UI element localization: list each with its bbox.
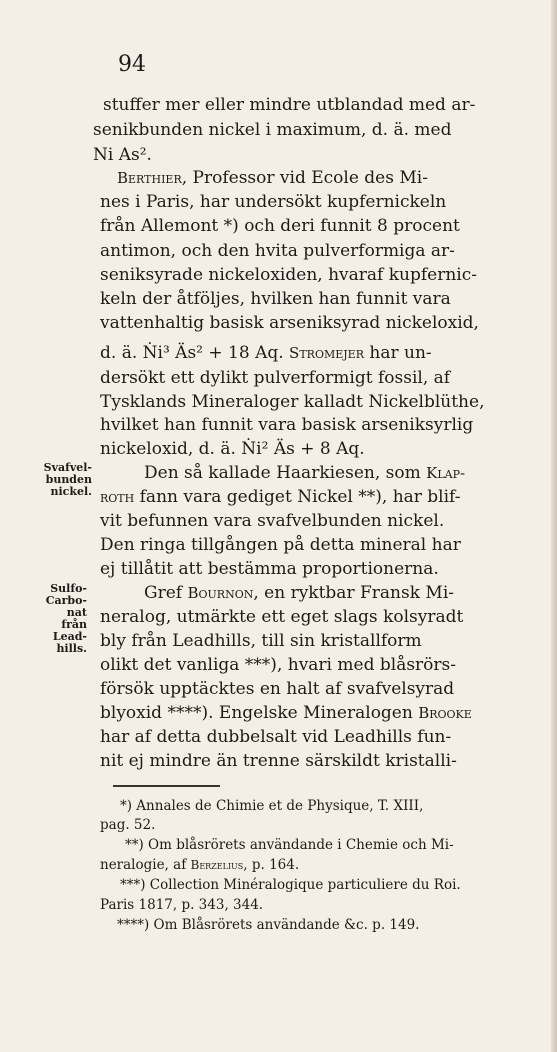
body-line: Den ringa tillgången på detta mineral har	[100, 535, 461, 555]
body-line: dersökt ett dylikt pulverformigt fossil, af	[100, 368, 451, 388]
page-edge	[551, 0, 557, 1052]
author-name: Stromejer	[289, 344, 364, 362]
author-name: Klap-	[426, 464, 466, 482]
body-line: stuffer mer eller mindre utblandad med ar-	[103, 95, 476, 115]
body-line: nit ej mindre än trenne särskildt kristalli-	[100, 751, 457, 771]
footnote-line: neralogie, af Berzelius, p. 164.	[100, 857, 300, 873]
footnote-line: ****) Om Blåsrörets användande &c. p. 149.	[117, 917, 420, 933]
body-line: antimon, och den hvita pulverformiga ar-	[100, 241, 455, 261]
body-line: ej tillåtit att bestämma proportionerna.	[100, 559, 439, 579]
footnote-line: **) Om blåsrörets användande i Chemie och Mi-	[125, 837, 454, 853]
author-name: Berthier	[117, 169, 182, 187]
body-line: försök upptäcktes en halt af svafvelsyrad	[100, 679, 455, 699]
author-name: Brooke	[418, 704, 472, 722]
page-number: 94	[118, 52, 146, 77]
body-line: Berthier, Professor vid Ecole des Mi-	[117, 168, 428, 188]
body-line: Ni As².	[93, 145, 152, 165]
margin-note: Sulfo- Carbo- nat från Lead- hills.	[45, 582, 87, 655]
body-line: nickeloxid, d. ä. Ṅi² Äs + 8 Aq.	[100, 439, 365, 459]
body-line: hvilket han funnit vara basisk arseniksyrlig	[100, 415, 474, 435]
body-line: nes i Paris, har undersökt kupfernickeln	[100, 192, 447, 212]
body-line: bly från Leadhills, till sin kristallform	[100, 631, 422, 651]
body-line: senikbunden nickel i maximum, d. ä. med	[93, 120, 452, 140]
body-line: olikt det vanliga ***), hvari med blåsrörs-	[100, 655, 457, 675]
body-line: seniksyrade nickeloxiden, hvaraf kupfernic-	[100, 265, 477, 285]
footnote-line: pag. 52.	[100, 817, 156, 833]
author-name: Bournon	[187, 584, 254, 602]
author-name: Berzelius	[190, 858, 244, 872]
footnote-line: Paris 1817, p. 343, 344.	[100, 897, 264, 913]
body-line: neralog, utmärkte ett eget slags kolsyradt	[100, 607, 464, 627]
author-name: roth	[100, 488, 135, 506]
body-line: vattenhaltig basisk arseniksyrad nickeloxid,	[100, 313, 479, 333]
body-line: Gref Bournon, en ryktbar Fransk Mi-	[144, 583, 454, 603]
footnote-line: *) Annales de Chimie et de Physique, T. XIII,	[120, 798, 424, 814]
body-line: keln der åtföljes, hvilken han funnit vara	[100, 289, 451, 309]
body-line: Den så kallade Haarkiesen, som Klap-	[144, 463, 466, 483]
body-line: från Allemont *) och deri funnit 8 procent	[100, 216, 460, 236]
body-line: blyoxid ****). Engelske Mineralogen Brooke	[100, 703, 472, 723]
body-line: vit befunnen vara svafvelbunden nickel.	[100, 511, 445, 531]
body-line: Tysklands Mineraloger kalladt Nickelblüthe,	[100, 392, 485, 412]
body-line: har af detta dubbelsalt vid Leadhills fun-	[100, 727, 452, 747]
margin-note: Svafvel- bunden nickel.	[43, 461, 92, 498]
footnote-rule	[113, 785, 220, 787]
body-line: d. ä. Ṅi³ Äs² + 18 Aq. Stromejer har un-	[100, 343, 432, 363]
body-line: roth fann vara gediget Nickel **), har blif-	[100, 487, 461, 507]
footnote-line: ***) Collection Minéralogique particuliere du Roi.	[120, 877, 461, 893]
